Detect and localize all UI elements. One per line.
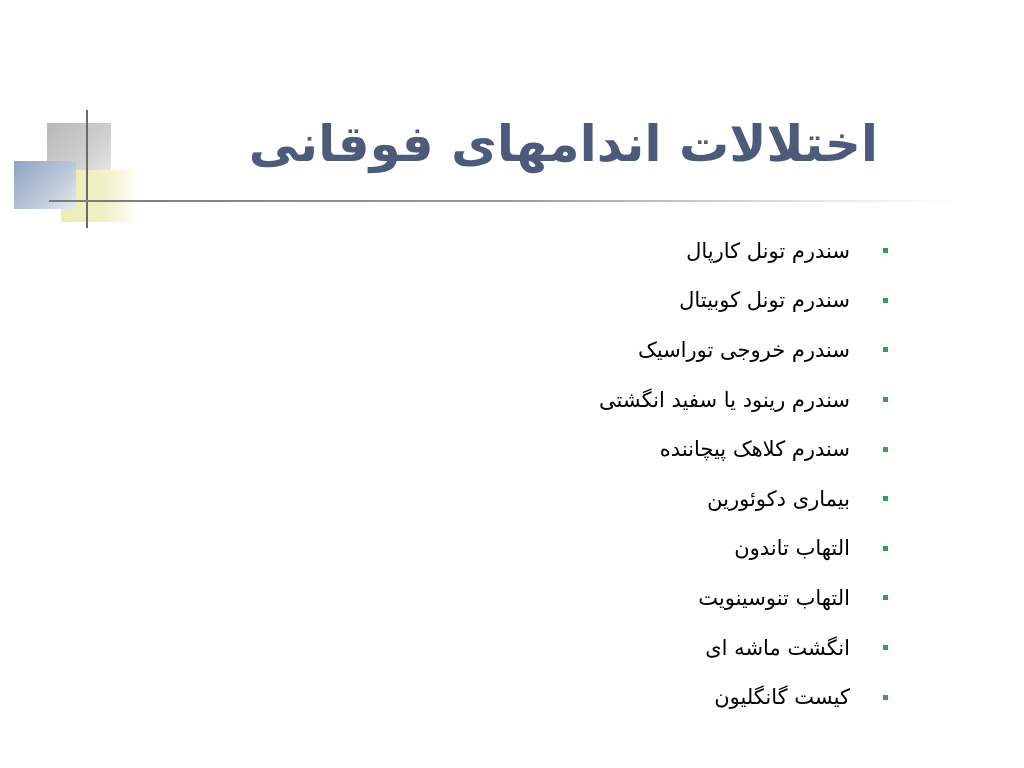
bullet-text: بیماری دکوئورین	[707, 486, 850, 511]
bullet-item	[599, 375, 888, 425]
bullet-text: کیست گانگلیون	[714, 685, 850, 710]
bullet-text: التهاب تنوسینویت	[698, 585, 850, 610]
title-underline	[49, 200, 959, 202]
bullet-text: سندرم تونل کارپال	[686, 238, 850, 263]
bullet-text: انگشت ماشه ای	[705, 635, 850, 660]
bullet-item	[599, 623, 888, 673]
bullet-item	[599, 573, 888, 623]
bullet-text: سندرم تونل کوبیتال	[679, 288, 850, 313]
bullet-list	[599, 226, 888, 722]
bullet-item	[599, 325, 888, 375]
bullet-square-icon	[883, 298, 888, 303]
bullet-square-icon	[883, 695, 888, 700]
bullet-square-icon	[883, 595, 888, 600]
bullet-item	[599, 672, 888, 722]
bullet-square-icon	[883, 645, 888, 650]
bullet-square-icon	[883, 248, 888, 253]
bullet-item	[599, 226, 888, 276]
bullet-square-icon	[883, 546, 888, 551]
bullet-text: سندرم کلاهک پیچاننده	[659, 437, 850, 462]
bullet-text: سندرم خروجی توراسیک	[637, 337, 850, 362]
slide-title: اختلالات اندامهای فوقانی	[248, 115, 878, 173]
bullet-square-icon	[883, 496, 888, 501]
decorative-vertical-line	[86, 110, 88, 228]
bullet-square-icon	[883, 397, 888, 402]
bullet-item	[599, 524, 888, 574]
bullet-square-icon	[883, 447, 888, 452]
bullet-text: التهاب تاندون	[734, 536, 850, 561]
bullet-item	[599, 424, 888, 474]
bullet-item	[599, 474, 888, 524]
bullet-text: سندرم رینود یا سفید انگشتی	[599, 387, 850, 412]
bullet-item	[599, 276, 888, 326]
bullet-square-icon	[883, 347, 888, 352]
